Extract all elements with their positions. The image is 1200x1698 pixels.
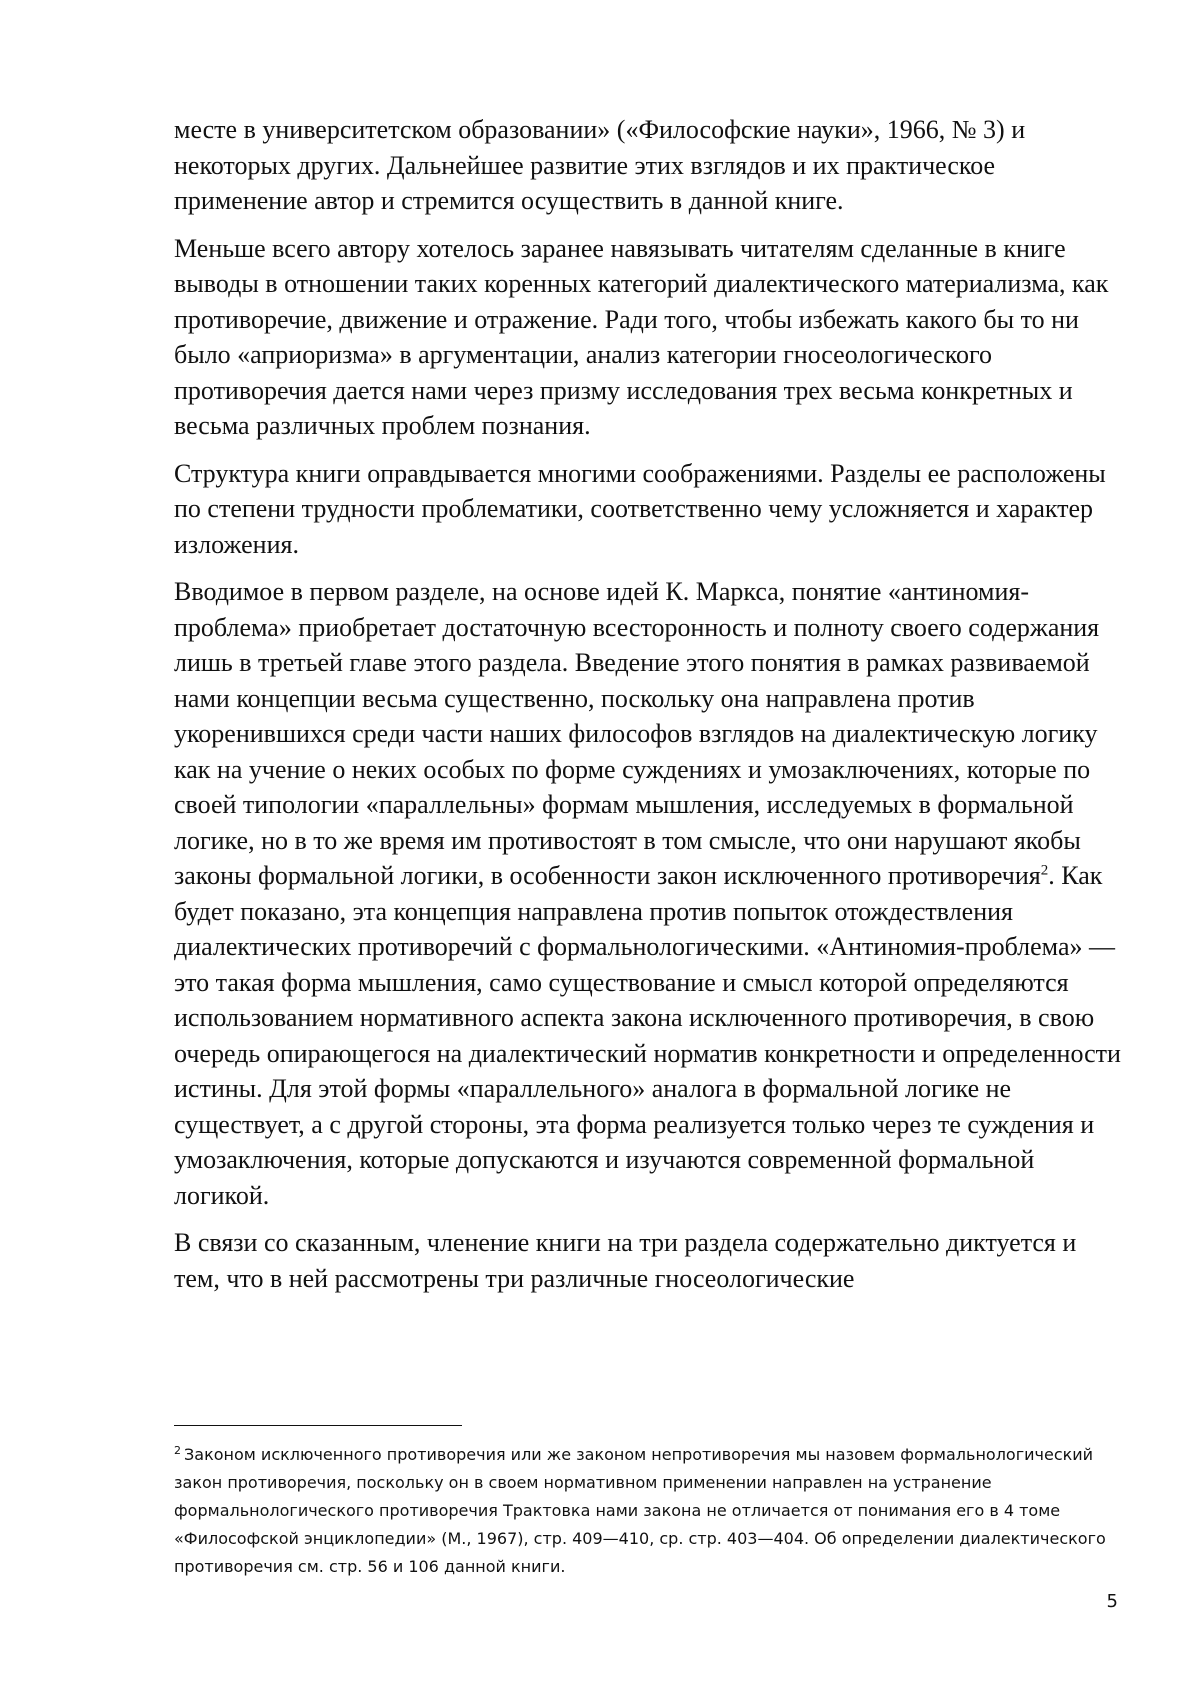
paragraph-1: месте в университетском образовании» («Философские науки», 1966, № 3) и некоторых других. Дальнейшее развитие этих взглядов и их практическое применение автор и стремится осуществить в данной книге.	[174, 115, 1026, 215]
paragraph-3: Структура книги оправдывается многими соображениями. Разделы ее расположены по степени трудности проблематики, соответственно чему усложняется и характер изложения.	[174, 458, 1106, 559]
footnote-separator	[174, 1425, 462, 1426]
paragraph-4-before-ref: Вводимое в первом разделе, на основе идей К. Маркса, понятие «антиномия-проблема» приобретает достаточную всесторонность и полноту своего содержания лишь в третьей главе этого раздела. Введение этого понятия в рамках развиваемой нами концепции весьма существенно, поскольку она направлена против укоренившихся среди части наших философов взглядов на диалектическую логику как на учение о неких особых по форме суждениях и умозаключениях, которые по своей типологии «параллельны» формам мышления, исследуемых в формальной логике, но в то же время им противостоят в том смысле, что они нарушают якобы законы формальной логики, в особенности закон исключенного противоречия	[174, 577, 1100, 890]
main-text	[174, 112, 1126, 1308]
paragraph-2: Меньше всего автору хотелось заранее навязывать читателям сделанные в книге выводы в отношении таких коренных категорий диалектического материализма, как противоречие, движение и отражение. Ради того, чтобы избежать какого бы то ни было «априоризма» в аргументации, анализ категории гносеологического противоречия дается нами через призму исследования трех весьма конкретных и весьма различных проблем познания.	[174, 233, 1109, 440]
footnote	[174, 1441, 1126, 1581]
paragraph-5: В связи со сказанным, членение книги на три раздела содержательно диктуется и тем, что в ней рассмотрены три различные гносеологические	[174, 1228, 1077, 1293]
footnote-marker: 2	[174, 1443, 181, 1457]
paragraph-4	[174, 574, 1126, 1213]
footnote-text: Законом исключенного противоречия или же законом непротиворечия мы назовем формальнологический закон противоречия, поскольку он в своем нормативном применении направлен на устранение формальнологического противоречия Трактовка нами закона не отличается от понимания его в 4 томе «Философской энциклопедии» (М., 1967), стр. 409—410, ср. стр. 403—404. Об определении диалектического противоречия см. стр. 56 и 106 данной книги.	[174, 1445, 1106, 1576]
paragraph-4-after-ref: . Как будет показано, эта концепция направлена против попыток отождествления диалектических противоречий с формальнологическими. «Антиномия-проблема» — это такая форма мышления, само существование и смысл которой определяются использованием нормативного аспекта закона исключенного противоречия, в свою очередь опирающегося на диалектический норматив конкретности и определенности истины. Для этой формы «параллельного» аналога в формальной логике не существует, а с другой стороны, эта форма реализуется только через те суждения и умозаключения, которые допускаются и изучаются современной формальной логикой.	[174, 861, 1121, 1210]
footnote-reference[interactable]: 2	[1040, 862, 1049, 879]
page-number: 5	[1106, 1591, 1118, 1612]
